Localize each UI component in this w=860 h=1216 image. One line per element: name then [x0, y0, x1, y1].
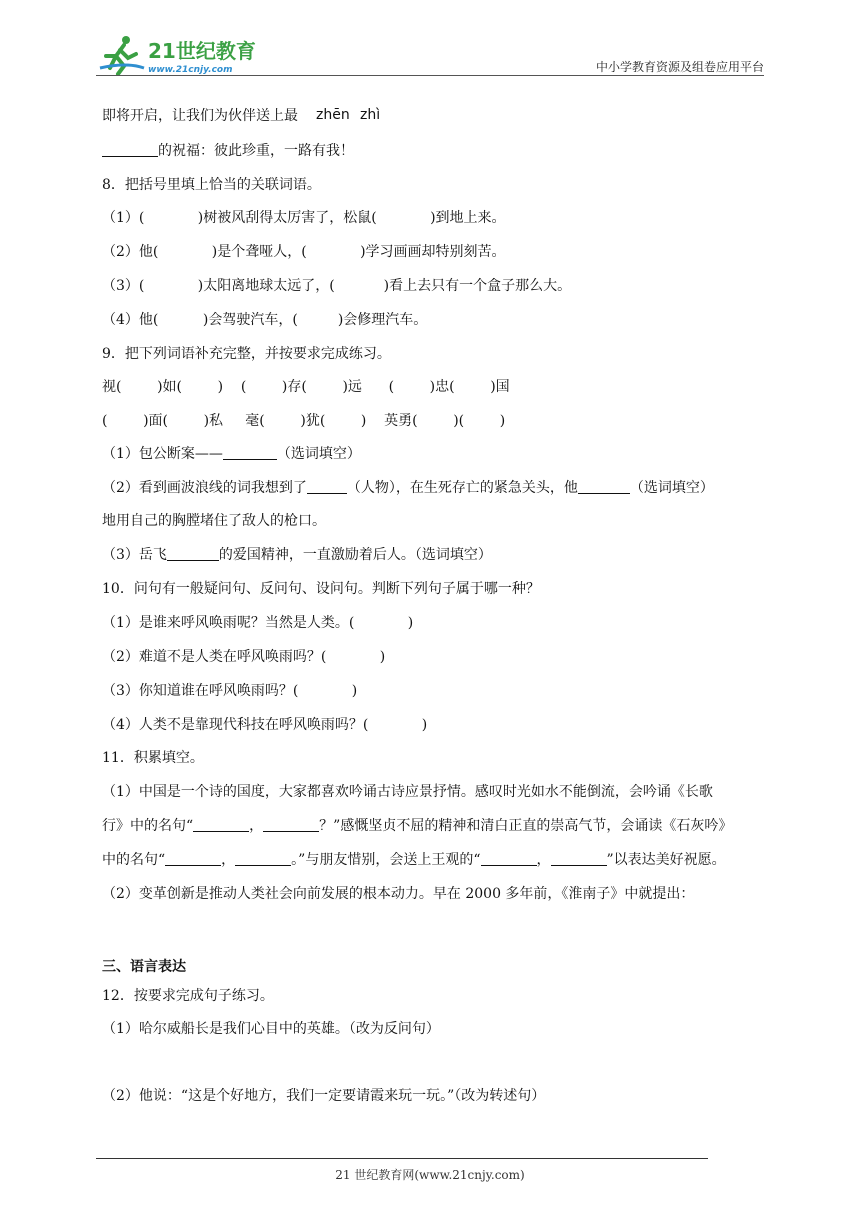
q7-text-line2: 的祝福：彼此珍重，一路有我！ — [102, 142, 354, 160]
q12-item-2: （2）他说：“这是个好地方，我们一定要请霞来玩一玩。”（改为转述句） — [102, 1088, 546, 1104]
question-9: 9．把下列词语补充完整，并按要求完成练习。 — [102, 346, 391, 362]
answer-blank[interactable] — [578, 479, 630, 494]
q10-item-2: （2）难道不是人类在呼风唤雨吗？( ) — [102, 649, 386, 665]
answer-blank[interactable] — [165, 851, 221, 866]
q10-item-3: （3）你知道谁在呼风唤雨吗？( ) — [102, 683, 358, 699]
question-11: 11．积累填空。 — [102, 750, 204, 766]
q11-item-1-line2: 行》中的名句“ ， ？”感慨坚贞不屈的精神和清白正直的崇高气节，会诵读《石灰吟》 — [102, 818, 733, 834]
footer-divider — [96, 1158, 708, 1159]
answer-blank[interactable] — [223, 445, 277, 460]
q8-item-4: （4）他( )会驾驶汽车，( )会修理汽车。 — [102, 312, 428, 328]
platform-name: 中小学教育资源及组卷应用平台 — [595, 60, 764, 74]
page-header — [96, 28, 764, 78]
answer-blank[interactable] — [263, 817, 319, 832]
pinyin-zhi: zhì — [360, 107, 381, 123]
answer-blank[interactable] — [481, 851, 537, 866]
header-divider — [96, 75, 764, 76]
pinyin-zhen: zhēn — [316, 107, 350, 123]
q9-item-2-cont: 地用自己的胸膛堵住了敌人的枪口。 — [102, 513, 326, 529]
answer-blank[interactable] — [167, 546, 219, 561]
q9-words-row1: 视( )如( ) ( )存( )远 ( )忠( )国 — [102, 379, 510, 395]
answer-blank[interactable] — [235, 851, 291, 866]
q8-item-3: （3）( )太阳离地球太远了，( )看上去只有一个盒子那么大。 — [102, 278, 572, 294]
q10-item-4: （4）人类不是靠现代科技在呼风唤雨吗？( ) — [102, 717, 428, 733]
q10-item-1: （1）是谁来呼风唤雨呢？当然是人类。( ) — [102, 615, 414, 631]
q9-item-2: （2）看到画波浪线的词我想到了 （人物），在生死存亡的紧急关头，他 （选词填空） — [102, 480, 714, 496]
q11-item-1-line1: （1）中国是一个诗的国度，大家都喜欢吟诵古诗应景抒情。感叹时光如水不能倒流，会吟诵《长歌 — [102, 784, 713, 800]
q8-item-1: （1）( )树被风刮得太厉害了，松鼠( )到地上来。 — [102, 210, 506, 226]
answer-blank[interactable] — [551, 851, 607, 866]
q9-item-1: （1）包公断案—— （选词填空） — [102, 446, 361, 462]
q9-item-3: （3）岳飞 的爱国精神，一直激励着后人。（选词填空） — [102, 547, 492, 563]
svg-text:www.21cnjy.com: www.21cnjy.com — [148, 65, 233, 75]
q9-words-row2: ( )面( )私 毫( )犹( ) 英勇( )( ) — [102, 413, 506, 429]
section-3-title: 三、语言表达 — [102, 959, 186, 975]
question-8: 8．把括号里填上恰当的关联词语。 — [102, 177, 321, 193]
q11-item-2: （2）变革创新是推动人类社会向前发展的根本动力。早在 2000 多年前，《淮南子》中就提出： — [102, 886, 695, 902]
q7-text-line1: 即将开启，让我们为伙伴送上最 — [102, 108, 298, 124]
answer-blank[interactable] — [193, 817, 249, 832]
page-footer: 21 世纪教育网(www.21cnjy.com) — [335, 1168, 525, 1182]
runner-icon — [100, 36, 144, 74]
q8-item-2: （2）他( )是个聋哑人，( )学习画画却特别刻苦。 — [102, 244, 506, 260]
question-12: 12．按要求完成句子练习。 — [102, 988, 274, 1004]
answer-blank[interactable] — [307, 479, 347, 494]
svg-text:21世纪教育: 21世纪教育 — [148, 39, 256, 63]
question-10: 10．问句有一般疑问句、反问句、设问句。判断下列句子属于哪一种？ — [102, 581, 540, 597]
q12-item-1: （1）哈尔威船长是我们心目中的英雄。（改为反问句） — [102, 1021, 440, 1037]
q11-item-1-line3: 中的名句“ ， 。”与朋友惜别，会送上王观的“ ， ”以表达美好祝愿。 — [102, 852, 726, 868]
site-logo — [96, 32, 266, 76]
answer-blank[interactable] — [102, 142, 158, 157]
